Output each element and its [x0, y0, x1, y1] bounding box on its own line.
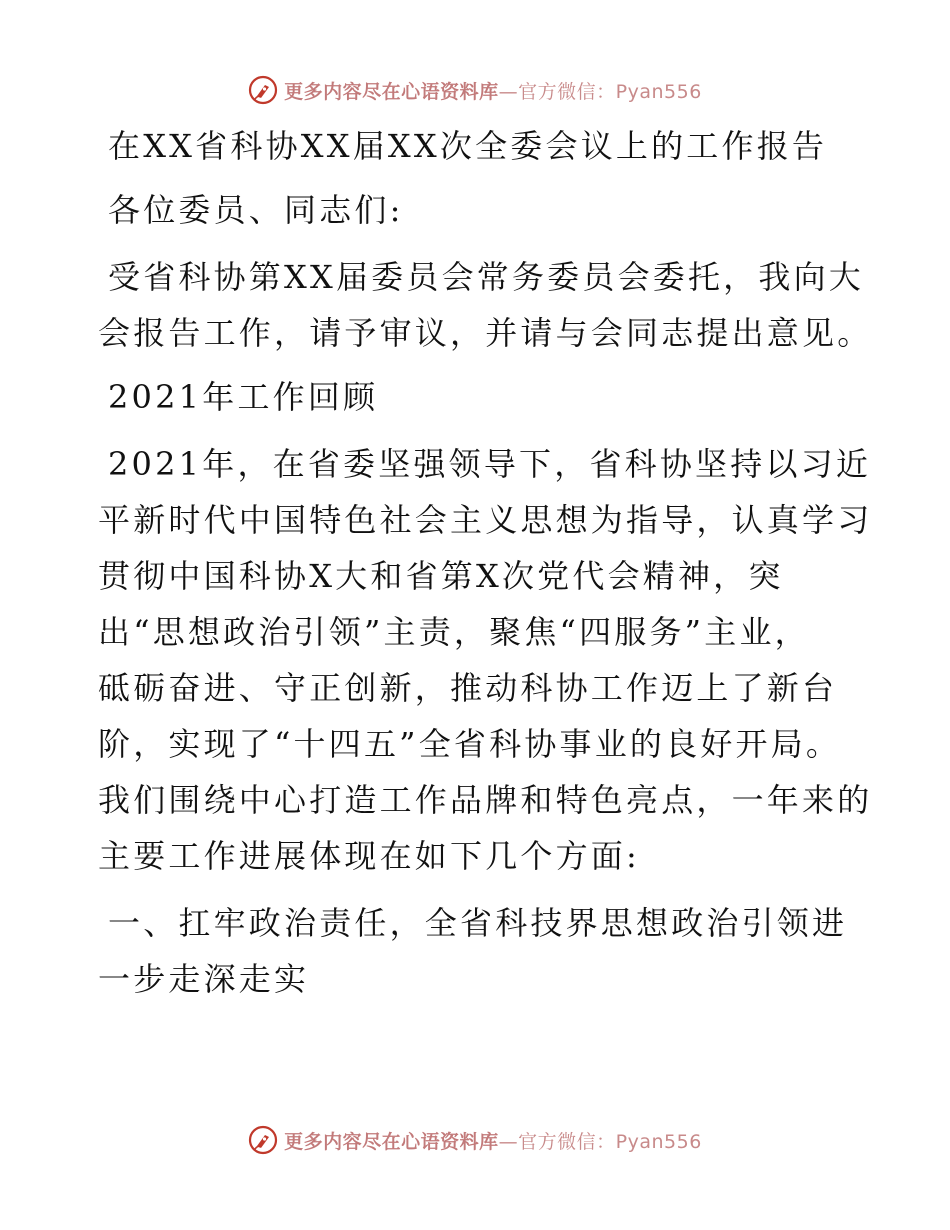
paragraph-line: 我们围绕中心打造工作品牌和特色亮点，一年来的 [98, 781, 873, 819]
paragraph-line: 主要工作进展体现在如下几个方面: [98, 837, 640, 875]
watermark-text: 更多内容尽在心语资料库—官方微信：Pyan556 [284, 1130, 702, 1153]
document-body [98, 118, 873, 1007]
footer-watermark [0, 1120, 950, 1160]
pen-nib-logo-icon [248, 1125, 278, 1155]
paragraph-line: 阶，实现了“十四五”全省科协事业的良好开局。 [98, 725, 842, 763]
paragraph-line: 受省科协第XX届委员会常务委员会委托，我向大 [108, 258, 864, 296]
paragraph-line: 2021年，在省委坚强领导下，省科协坚持以习近 [108, 445, 872, 483]
subheading-line: 一、扛牢政治责任，全省科技界思想政治引领进 [108, 904, 848, 942]
paragraph-line: 会报告工作，请予审议，并请与会同志提出意见。 [98, 314, 873, 352]
paragraph-line: 贯彻中国科协X大和省第X次党代会精神，突 [98, 557, 784, 595]
pen-nib-logo-icon [248, 75, 278, 105]
salutation: 各位委员、同志们: [108, 191, 404, 229]
paragraph-line: 出“思想政治引领”主责，聚焦“四服务”主业， [98, 613, 810, 651]
subheading-line: 一步走深走实 [98, 960, 310, 998]
section-heading: 2021年工作回顾 [108, 378, 379, 416]
watermark-text: 更多内容尽在心语资料库—官方微信：Pyan556 [284, 80, 702, 103]
document-title: 在XX省科协XX届XX次全委会议上的工作报告 [108, 127, 828, 165]
header-watermark [0, 70, 950, 110]
paragraph-line: 平新时代中国特色社会主义思想为指导，认真学习 [98, 501, 873, 539]
paragraph-line: 砥砺奋进、守正创新，推动科协工作迈上了新台 [98, 669, 838, 707]
